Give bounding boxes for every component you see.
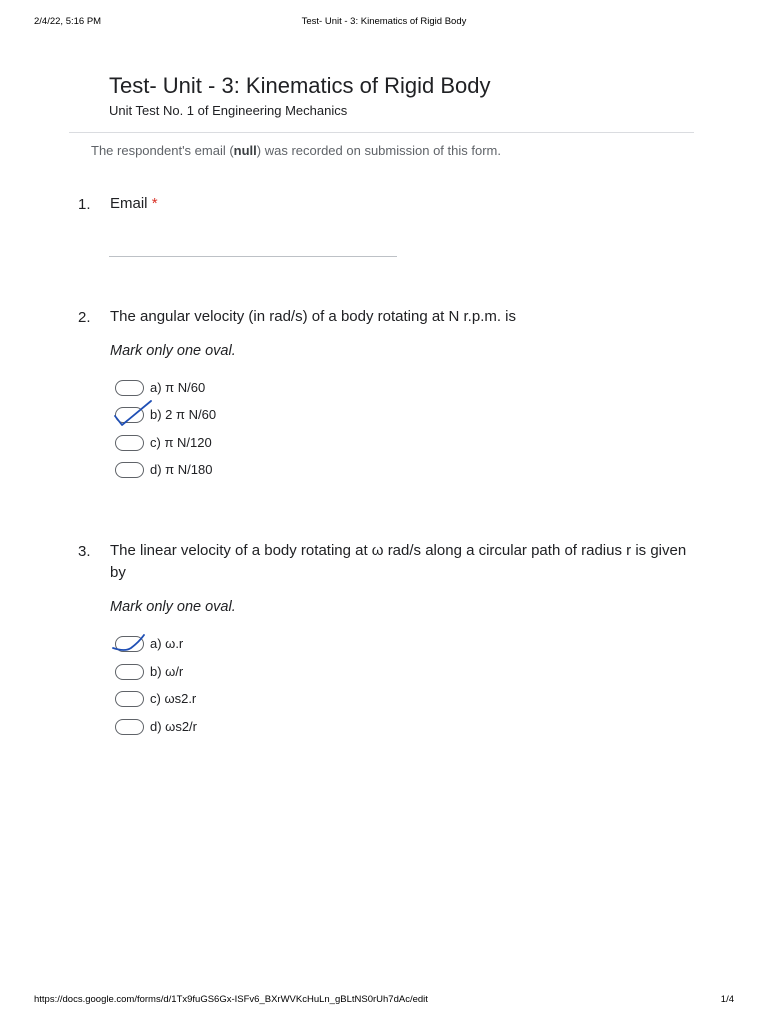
email-note-value: null	[233, 143, 257, 158]
radio-option[interactable]	[115, 380, 415, 398]
option-label: c) π N/120	[150, 435, 212, 450]
print-page-number: 1/4	[720, 994, 734, 1005]
question-hint: Mark only one oval.	[110, 599, 236, 615]
question-number: 2.	[78, 309, 91, 326]
option-label: d) ωs2/r	[150, 719, 197, 734]
option-label: a) π N/60	[150, 380, 206, 395]
question-text: The angular velocity (in rad/s) of a body rotating at N r.p.m. is	[110, 308, 517, 325]
radio-option[interactable]	[115, 636, 415, 654]
form-title: Test- Unit - 3: Kinematics of Rigid Body	[109, 73, 491, 98]
option-label: c) ωs2.r	[150, 691, 197, 706]
question-number: 1.	[78, 196, 91, 213]
radio-option[interactable]	[115, 407, 415, 425]
handwritten-check-mark-icon	[113, 399, 157, 429]
email-note-prefix: The respondent's email (	[91, 143, 234, 158]
email-answer-field[interactable]	[109, 256, 397, 257]
email-recorded-note	[91, 143, 501, 158]
form-description: Unit Test No. 1 of Engineering Mechanics	[109, 103, 348, 118]
print-page-title: Test- Unit - 3: Kinematics of Rigid Body	[301, 16, 467, 27]
radio-oval[interactable]	[115, 691, 144, 707]
radio-option[interactable]	[115, 435, 415, 453]
radio-option[interactable]	[115, 691, 415, 709]
required-asterisk: *	[151, 195, 158, 212]
radio-option[interactable]	[115, 664, 415, 682]
option-label: b) ω/r	[150, 664, 184, 679]
question-hint: Mark only one oval.	[110, 343, 236, 359]
print-header	[34, 16, 734, 30]
print-footer	[34, 994, 734, 1008]
email-note-suffix: ) was recorded on submission of this form.	[256, 143, 501, 158]
radio-oval[interactable]	[115, 435, 144, 451]
radio-oval[interactable]	[115, 380, 144, 396]
radio-option[interactable]	[115, 719, 415, 737]
radio-oval[interactable]	[115, 664, 144, 680]
question-label: Email	[110, 195, 148, 212]
option-label: b) 2 π N/60	[150, 407, 217, 422]
radio-option[interactable]	[115, 462, 415, 480]
question-text	[110, 193, 158, 215]
header-divider	[69, 132, 694, 133]
option-label: d) π N/180	[150, 462, 213, 477]
question-number: 3.	[78, 543, 91, 560]
print-url: https://docs.google.com/forms/d/1Tx9fuGS6Gx-ISFv6_BXrWVKcHuLn_gBLtNS0rUh7dAc/edit	[34, 994, 428, 1005]
option-label: a) ω.r	[150, 636, 184, 651]
print-datetime: 2/4/22, 5:16 PM	[34, 16, 102, 27]
radio-oval[interactable]	[115, 462, 144, 478]
radio-oval[interactable]	[115, 719, 144, 735]
handwritten-check-mark-icon	[111, 634, 151, 658]
question-text: The linear velocity of a body rotating at ω rad/s along a circular path of radius r is given by	[110, 542, 687, 581]
